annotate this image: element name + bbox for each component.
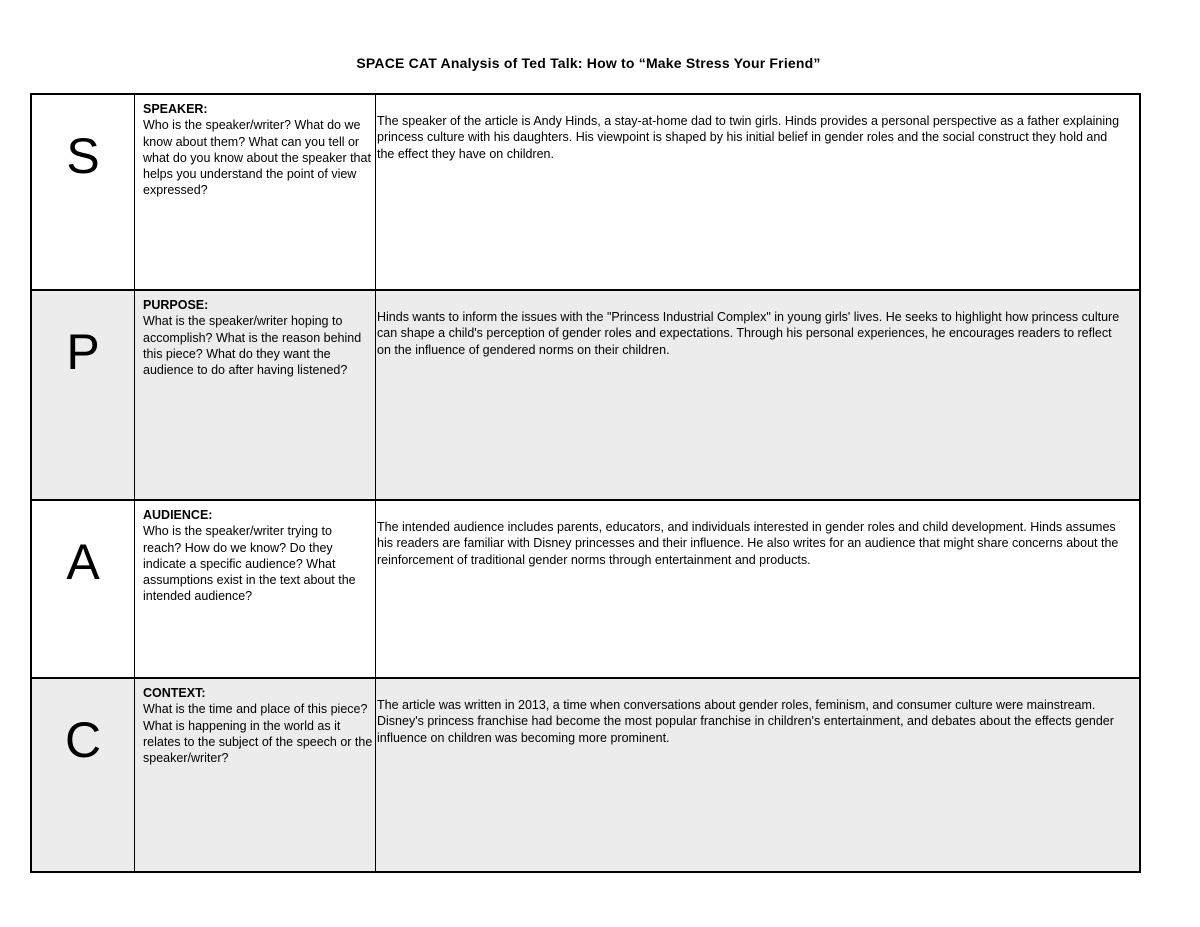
letter-cell — [32, 501, 135, 679]
answer-cell[interactable]: The speaker of the article is Andy Hinds, a stay-at-home dad to twin girls. Hinds provides a personal perspective as a father explaining princess culture with his daughters. His viewpoint is shaped by his initial belief in gender roles and the social construct they hold and the effect they have on children. — [377, 114, 1120, 161]
row-prompt: Who is the speaker/writer trying to reach? How do we know? Do they indicate a specific audience? What assumptions exist in the text about the intended audience? — [143, 524, 356, 604]
row-letter: A — [66, 534, 100, 590]
row-heading: PURPOSE: — [143, 298, 209, 312]
context-row — [32, 677, 1139, 871]
row-letter: S — [66, 128, 100, 184]
purpose-row — [32, 289, 1139, 501]
answer-cell[interactable]: Hinds wants to inform the issues with the "Princess Industrial Complex" in young girls' lives. He seeks to highlight how princess culture can shape a child's perception of gender roles and expectations. Through his personal experiences, he encourages readers to reflect on the influence of gendered norms on their children. — [377, 310, 1120, 357]
answer-cell[interactable]: The article was written in 2013, a time when conversations about gender roles, feminism, and consumer culture were mainstream. Disney's princess franchise had become the most popular franchise in children's entertainment, and debates about the effects gender influence on children was becoming more prominent. — [377, 698, 1114, 745]
prompt-cell — [135, 291, 376, 501]
audience-row — [32, 499, 1139, 679]
row-letter: P — [66, 324, 100, 380]
prompt-cell — [135, 501, 376, 679]
row-prompt: Who is the speaker/writer? What do we know about them? What can you tell or what do you know about the speaker that helps you understand the point of view expressed? — [143, 118, 371, 198]
answer-cell[interactable]: The intended audience includes parents, educators, and individuals interested in gender roles and child development. Hinds assumes his readers are familiar with Disney princesses and their influence. He also writes for an audience that might share concerns about the reinforcement of traditional gender norms through entertainment and products. — [377, 520, 1119, 567]
prompt-cell — [135, 679, 376, 871]
letter-cell — [32, 679, 135, 871]
space-cat-table — [30, 93, 1141, 873]
row-prompt: What is the speaker/writer hoping to accomplish? What is the reason behind this piece? What do they want the audience to do after having listened? — [143, 314, 362, 378]
letter-cell — [32, 95, 135, 291]
page-title: SPACE CAT Analysis of Ted Talk: How to “Make Stress Your Friend” — [356, 55, 821, 71]
row-heading: SPEAKER: — [143, 102, 208, 116]
letter-cell — [32, 291, 135, 501]
row-heading: AUDIENCE: — [143, 508, 213, 522]
row-prompt: What is the time and place of this piece? What is happening in the world as it relates to the subject of the speech or the speaker/writer? — [143, 702, 373, 766]
row-heading: CONTEXT: — [143, 686, 206, 700]
prompt-cell — [135, 95, 376, 291]
speaker-row — [32, 95, 1139, 291]
row-letter: C — [64, 712, 102, 768]
